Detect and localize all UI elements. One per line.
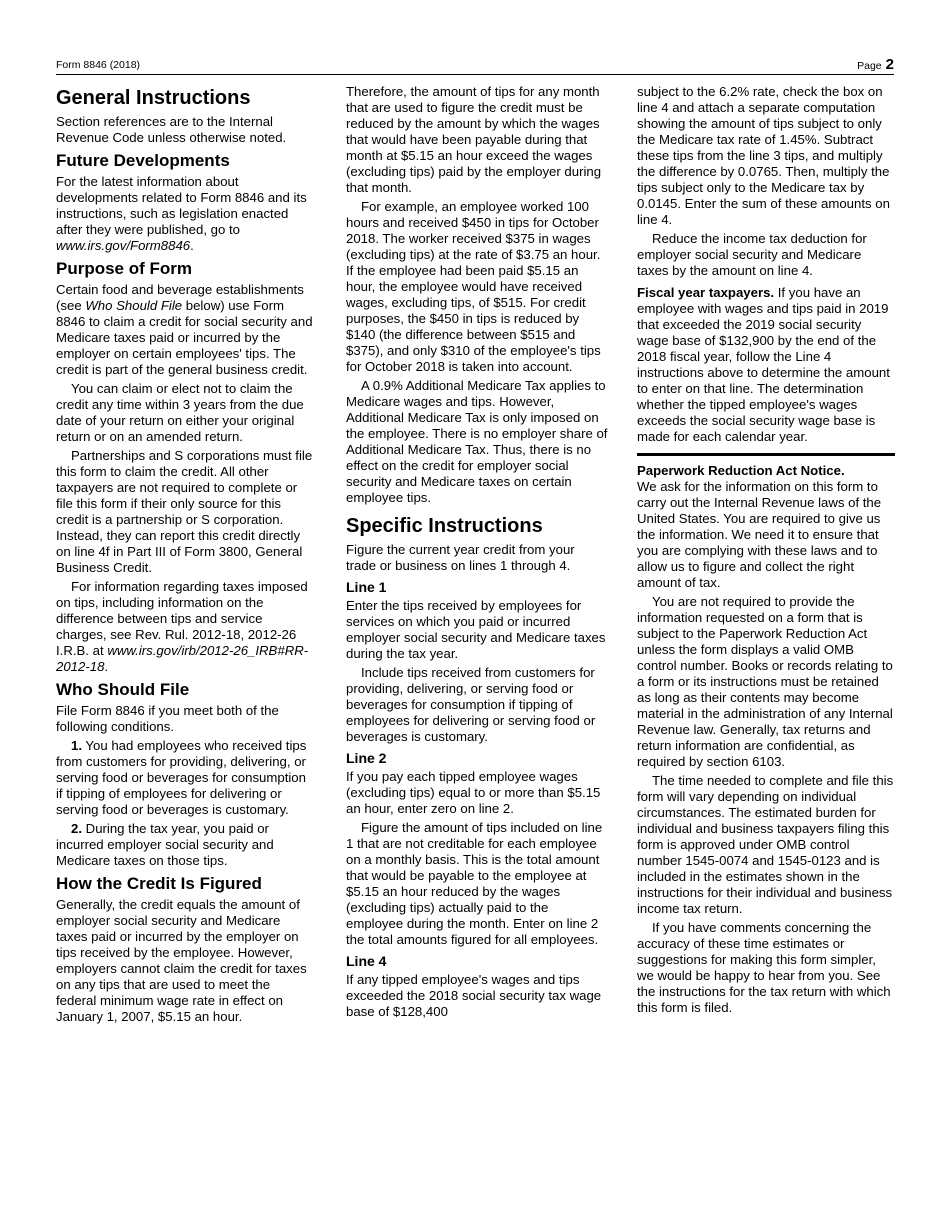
- paperwork-text-2: You are not required to provide the information requested on a form that is subject to the Paperwork Reduction Act unless the form displays a valid OMB control number. Books or records relating to a form or its instructions must be retained as long as their contents may become material in the administration of any Internal Revenue law. Generally, tax returns and return information are confidential, as required by section 6103.: [637, 594, 893, 769]
- reduce-deduction-text: Reduce the income tax deduction for employer social security and Medicare taxes by the amount on line 4.: [637, 231, 867, 278]
- purpose-of-form-heading: Purpose of Form: [56, 259, 193, 278]
- paperwork-text-4: If you have comments concerning the accuracy of these time estimates or suggestions for making this form simpler, we would be happy to hear from you. See the instructions for the tax return with which this form is filed.: [637, 920, 891, 1015]
- line-2-heading: Line 2: [346, 750, 387, 766]
- line-1-text-1: Enter the tips received by employees for services on which you paid or incurred employer social security and Medicare taxes during the tax year.: [346, 598, 606, 661]
- how-credit-figured-heading: How the Credit Is Figured: [56, 874, 262, 893]
- paperwork-heading: Paperwork Reduction Act Notice.: [637, 463, 845, 478]
- purpose-text-3: Partnerships and S corporations must file this form to claim the credit. All other taxpayers are not required to complete or file this form if their only source for this credit is a partnership or S corporation. Instead, they can report this credit directly on line 4f in Part III of Form 3800, General Business Credit.: [56, 448, 313, 575]
- additional-medicare-text: A 0.9% Additional Medicare Tax applies to Medicare wages and tips. However, Additional Medicare Tax is only imposed on the employee. There is no employer share of Additional Medicare Tax. Thus, there is no effect on the credit for employer social security and Medicare taxes on certain employee tips.: [346, 378, 608, 505]
- rev-rul-link[interactable]: www.irs.gov/irb/2012-26_IRB#RR-2012-18: [56, 643, 309, 674]
- page-number: 2: [885, 56, 894, 73]
- column-2: [346, 84, 608, 1023]
- paperwork-text-3: The time needed to complete and file this form will vary depending on individual circumstances. The estimated burden for individual and business taxpayers filing this form is approved under OMB control number 1545-0074 and 1545-0123 and is included in the estimates shown in the instructions for their individual and business income tax return.: [637, 773, 894, 916]
- section-references-text: Section references are to the Internal Revenue Code unless otherwise noted.: [56, 114, 287, 145]
- condition-item-2: 2. During the tax year, you paid or incurred employer social security and Medicare taxes on those tips.: [56, 821, 274, 868]
- form-label: Form 8846 (2018): [56, 59, 141, 71]
- purpose-text-1: Certain food and beverage establishments (see Who Should File below) use Form 8846 to claim a credit for social security and Medicare taxes paid or incurred by the employer on certain employees' tips. The credit is part of the general business credit.: [56, 282, 313, 377]
- purpose-text-4: For information regarding taxes imposed on tips, including information on the difference between tips and service charges, see Rev. Rul. 2012-18, 2012-26 I.R.B. at www.irs.gov/irb/2012-26_IRB#RR-2012-18.: [56, 579, 309, 674]
- how-credit-figured-text: Generally, the credit equals the amount of employer social security and Medicare taxes paid or incurred by the employer on tips received by the employee. However, employers cannot claim the credit for taxes on any tips that are used to meet the federal minimum wage rate in effect on January 1, 2007, $5.15 an hour.: [56, 897, 307, 1024]
- header-divider: [56, 74, 894, 75]
- page-header: [56, 55, 894, 73]
- tips-reduction-text: Therefore, the amount of tips for any month that are used to figure the credit must be reduced by the amount by which the wages that would have been payable during that month at $5.15 an hour exceed the wages (excluding tips) paid by the employer during that month.: [346, 84, 602, 195]
- specific-instructions-text: Figure the current year credit from your trade or business on lines 1 through 4.: [346, 542, 575, 573]
- example-text: For example, an employee worked 100 hours and received $450 in tips for October 2018. The worker received $375 in wages (excluding tips) at the rate of $3.75 an hour. If the employee had been paid $5.15 an hour, the employee would have received wages, excluding tips, of $515. For credit purposes, the $450 in tips is reduced by $140 (the difference between $515 and $375), and only $310 of the employee's tips for October 2018 is taken into account.: [346, 199, 601, 374]
- column-3: [637, 84, 895, 1019]
- purpose-text-2: You can claim or elect not to claim the credit any time within 3 years from the due date of your return on either your original return or on an amended return.: [56, 381, 304, 444]
- page-label: Page: [857, 60, 882, 72]
- column-1: [56, 84, 314, 1028]
- line-4-text-1: If any tipped employee's wages and tips exceeded the 2018 social security tax wage base of $128,400: [346, 972, 602, 1019]
- line-1-heading: Line 1: [346, 579, 387, 595]
- general-instructions-heading: General Instructions: [56, 87, 251, 109]
- condition-item-1: 1. You had employees who received tips from customers for providing, delivering, or serving food or beverages for consumption if tipping of employees for delivering or serving food or beverages is customary.: [56, 738, 307, 817]
- who-should-file-text: File Form 8846 if you meet both of the following conditions.: [56, 703, 279, 734]
- form8846-link[interactable]: www.irs.gov/Form8846: [56, 238, 191, 253]
- page-indicator: [857, 56, 894, 73]
- line-1-text-2: Include tips received from customers for providing, delivering, or serving food or beverages for consumption if tipping of employees for delivering or serving food or beverages is customary.: [346, 665, 596, 744]
- section-divider: [637, 453, 895, 456]
- who-should-file-heading: Who Should File: [56, 680, 190, 699]
- line-2-text-2: Figure the amount of tips included on line 1 that are not creditable for each employee on a monthly basis. This is the total amount that would be payable to the employee at $5.15 an hour reduced by the wages (excluding tips) actually paid to the employee during the month. Enter on line 2 the total amounts figured for all employees.: [346, 820, 603, 947]
- fiscal-year-text: Fiscal year taxpayers. If you have an employee with wages and tips paid in 2019 that exceeded the 2019 social security wage base of $132,900 by the end of the 2018 fiscal year, follow the Line 4 instructions above to determine the amount to enter on that line. The determination whether the tipped employee's wages exceeds the social security wage base is made for each calendar year.: [637, 285, 890, 444]
- fiscal-year-heading: Fiscal year taxpayers.: [637, 285, 775, 300]
- line-4-continued-text: subject to the 6.2% rate, check the box on line 4 and attach a separate computation showing the amount of tips subject to only the Medicare tax rate of 1.45%. Subtract these tips from the line 3 tips, and multiply the difference by 0.0765. Then, multiply the tips subject only to the Medicare tax by 0.0145. Enter the sum of these amounts on line 4.: [637, 84, 890, 227]
- specific-instructions-heading: Specific Instructions: [346, 515, 543, 537]
- future-developments-heading: Future Developments: [56, 151, 230, 170]
- paperwork-text-1: We ask for the information on this form to carry out the Internal Revenue laws of the United States. You are required to give us the information. We need it to ensure that you are complying with these laws and to allow us to figure and collect the right amount of tax.: [637, 479, 882, 590]
- line-2-text-1: If you pay each tipped employee wages (excluding tips) equal to or more than $5.15 an hour, enter zero on line 2.: [346, 769, 601, 816]
- future-developments-text: For the latest information about developments related to Form 8846 and its instructions, such as legislation enacted after they were published, go to www.irs.gov/Form8846.: [56, 174, 307, 253]
- line-4-heading: Line 4: [346, 953, 387, 969]
